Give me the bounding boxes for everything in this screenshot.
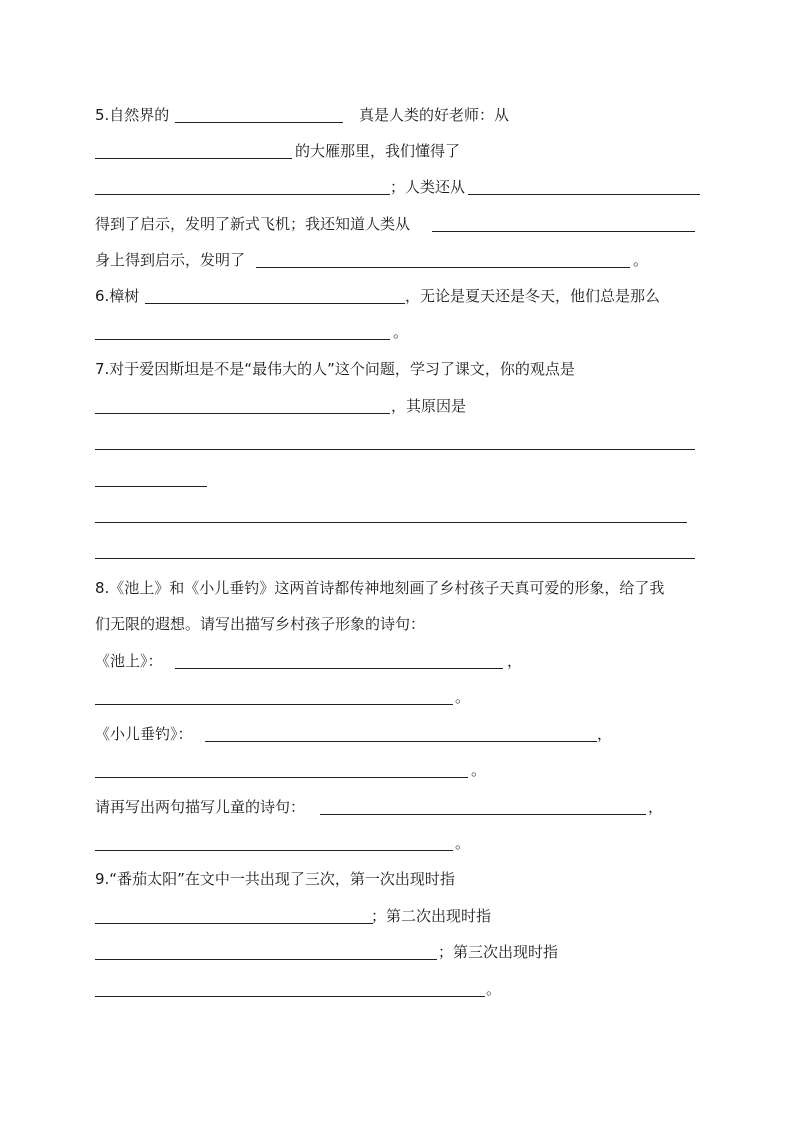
- q7-text-2: ，其原因是: [391, 397, 467, 415]
- q8-xiaoer-end: 。: [471, 761, 487, 779]
- q6-text-1: 6.樟树: [95, 287, 140, 305]
- q8-more-end: 。: [455, 834, 471, 852]
- q5-blank-3[interactable]: [95, 194, 390, 195]
- q7-text-1: 7.对于爱因斯坦是不是“最伟大的人”这个问题，学习了课文，你的观点是: [95, 360, 575, 378]
- q8-chishang-blank-2[interactable]: [95, 704, 453, 705]
- q9-text-1: 9.“番茄太阳”在文中一共出现了三次，第一次出现时指: [95, 870, 455, 888]
- q5-text-5: 得到了启示，发明了新式飞机；我还知道人类从: [95, 215, 411, 233]
- q7-blank-3[interactable]: [95, 486, 207, 487]
- q6-blank-2[interactable]: [95, 339, 390, 340]
- q6-text-2: ，无论是夏天还是冬天，他们总是那么: [405, 287, 661, 305]
- q8-xiaoer-blank-1[interactable]: [205, 741, 597, 742]
- q5-text-2: 真是人类的好老师：从: [359, 106, 510, 124]
- q8-xiaoer-comma: ，: [597, 725, 613, 743]
- q5-text-6: 身上得到启示，发明了: [95, 251, 246, 269]
- q7-blank-1[interactable]: [95, 413, 390, 414]
- q9-blank-2[interactable]: [95, 959, 437, 960]
- q8-more-blank-2[interactable]: [95, 850, 453, 851]
- q5-text-1: 5.自然界的: [95, 106, 170, 124]
- q7-blank-2[interactable]: [95, 449, 695, 450]
- q9-text-3: ；第三次出现时指: [438, 943, 559, 961]
- q8-text-1: 8.《池上》和《小儿垂钓》这两首诗都传神地刻画了乡村孩子天真可爱的形象，给了我: [95, 579, 665, 597]
- q5-blank-5[interactable]: [432, 231, 695, 232]
- q5-text-3: 的大雁那里，我们懂得了: [295, 142, 461, 160]
- q5-blank-6[interactable]: [256, 267, 630, 268]
- q7-blank-4[interactable]: [95, 522, 687, 523]
- q8-xiaoer-blank-2[interactable]: [95, 777, 468, 778]
- q6-blank-1[interactable]: [145, 303, 405, 304]
- q8-more-label: 请再写出两句描写儿童的诗句：: [95, 798, 306, 816]
- q8-chishang-blank-1[interactable]: [175, 668, 503, 669]
- q8-chishang-end: 。: [455, 688, 471, 706]
- q5-blank-4[interactable]: [468, 194, 700, 195]
- q8-more-blank-1[interactable]: [320, 814, 646, 815]
- q5-blank-1[interactable]: [175, 122, 343, 123]
- q8-text-2: 们无限的遐想。请写出描写乡村孩子形象的诗句：: [95, 615, 426, 633]
- q9-blank-1[interactable]: [95, 923, 373, 924]
- q9-blank-3[interactable]: [95, 996, 485, 997]
- q6-end: 。: [393, 323, 409, 341]
- q7-blank-5[interactable]: [95, 558, 695, 559]
- q5-text-4: ；人类还从: [390, 178, 466, 196]
- q9-end: 。: [486, 980, 502, 998]
- q8-chishang-comma: ，: [507, 652, 523, 670]
- q9-text-2: ；第二次出现时指: [371, 907, 492, 925]
- q8-more-comma: ，: [648, 798, 664, 816]
- q8-xiaoer-label: 《小儿垂钓》：: [95, 725, 193, 743]
- q5-end: 。: [633, 251, 649, 269]
- q5-blank-2[interactable]: [95, 158, 292, 159]
- q8-chishang-label: 《池上》：: [95, 652, 163, 670]
